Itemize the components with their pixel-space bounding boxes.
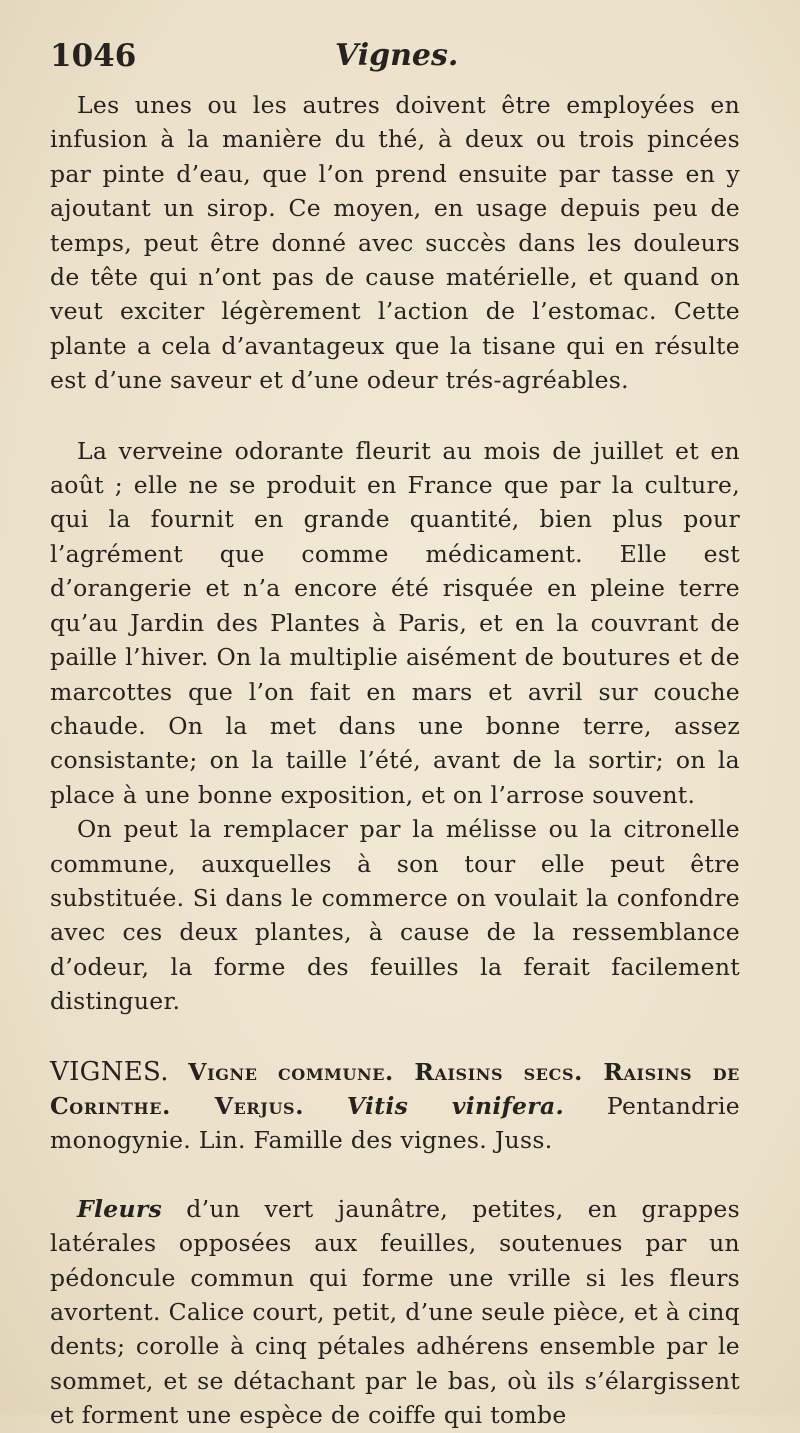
entry-heading <box>50 1055 740 1158</box>
page-number: 1046 <box>50 38 137 74</box>
description-text: d’un vert jaunâtre, petites, en grappes latérales opposées aux feuilles, soutenues par un pédoncule commun qui forme une vrille si les fleurs avortent. Calice court, petit, d’une seule pièce, et à cinq dents; corolle à cinq pétales adhérens ensemble par le sommet, et se détachant par le bas, où ils s’élargissent et forment une espèce de coiffe qui tombe <box>50 1194 740 1430</box>
running-title: Vignes. <box>335 38 459 73</box>
botanical-classification: Pentandrie monogynie. Lin. Famille des vignes. Juss. <box>50 1091 740 1155</box>
paragraph-infusion: Les unes ou les autres doivent être employées en infusion à la manière du thé, à deux ou trois pincées par pinte d’eau, que l’on prend ensuite par tasse en y ajoutant un sirop. Ce moyen, en usage depuis peu de temps, peut être donné avec succès dans les douleurs de tête qui n’ont pas de cause matérielle, et quand on veut exciter légèrement l’action de l’estomac. Cette plante a cela d’avantageux que la tisane qui en résulte est d’une saveur et d’une odeur trés-agréables. <box>50 91 740 395</box>
running-head <box>50 38 740 88</box>
paragraph-flower-description <box>50 1192 740 1433</box>
entry-synonyms: Vigne commune. Raisins secs. Raisins de Corinthe. Verjus. <box>50 1057 740 1120</box>
paragraph-verveine-culture: La verveine odorante fleurit au mois de juillet et en août ; elle ne se produit en France que par la culture, qui la fournit en grande quantité, bien plus pour l’agrément que comme médicament. Elle est d’orangerie et n’a encore été risquée en pleine terre qu’au Jardin des Plantes à Paris, et en la couvrant de paille l’hiver. On la multiplie aisément de boutures et de marcottes que l’on fait en mars et avril sur couche chaude. On la met dans une bonne terre, assez consistante; on la taille l’été, avant de la sortir; on la place à une bonne exposition, et on l’arrose souvent. <box>50 436 740 809</box>
book-page <box>50 38 740 1433</box>
entry-title: VIGNES. <box>50 1056 169 1087</box>
paragraph-substitution: On peut la remplacer par la mélisse ou la citronelle commune, auxquelles à son tour elle peut être substituée. Si dans le commerce on voulait la confondre avec ces deux plantes, à cause de la ressemblance d’odeur, la forme des feuilles la ferait facilement distinguer. <box>50 815 740 1016</box>
description-lead: Fleurs <box>77 1194 163 1223</box>
latin-name: Vitis vinifera. <box>346 1091 564 1120</box>
